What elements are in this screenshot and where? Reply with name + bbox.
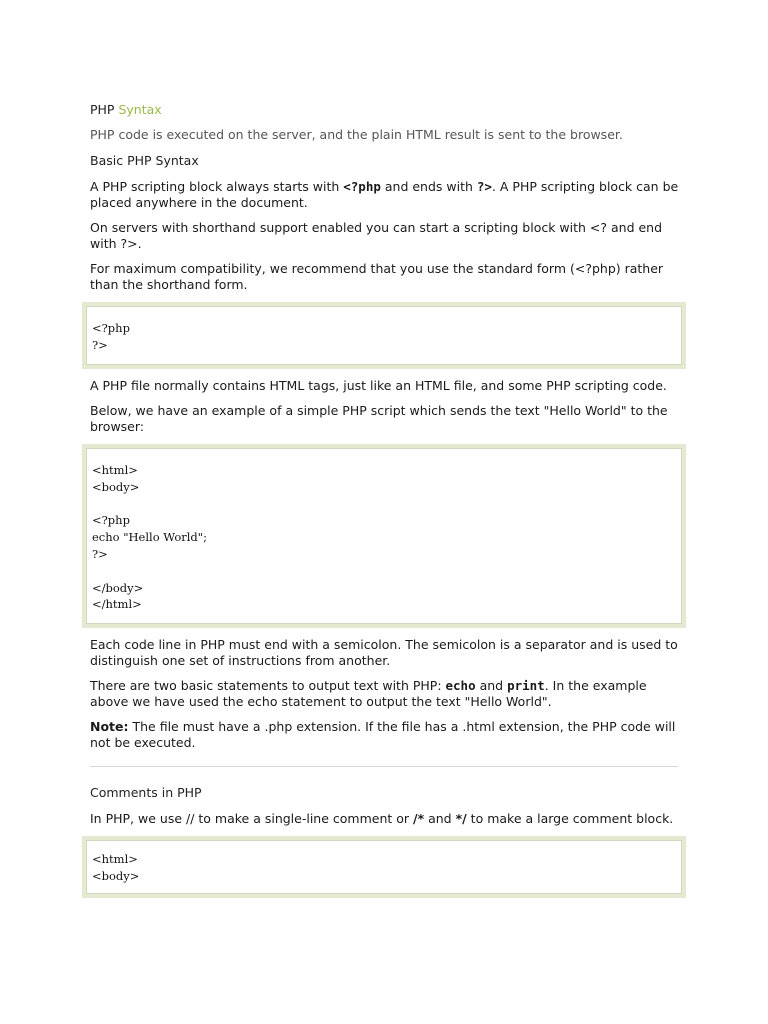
code-example-php-tags — [82, 302, 686, 369]
text-fragment: and ends with — [380, 179, 477, 194]
text-fragment: In PHP, we use // to make a single-line comment or — [90, 811, 414, 826]
section-divider — [90, 766, 678, 767]
paragraph-comments — [90, 811, 680, 827]
text-fragment: There are two basic statements to output text with PHP: — [90, 678, 446, 693]
title-prefix: PHP — [90, 102, 115, 117]
note-text: The file must have a .php extension. If the file has a .html extension, the PHP code will not be executed. — [90, 719, 676, 750]
paragraph-php-file: A PHP file normally contains HTML tags, just like an HTML file, and some PHP scripting code. — [90, 378, 667, 393]
paragraph-example-intro: Below, we have an example of a simple PHP script which sends the text "Hello World" to the browser: — [90, 403, 668, 434]
paragraph-shorthand: On servers with shorthand support enabled you can start a scripting block with <? and end with ?>. — [90, 220, 663, 251]
paragraph-semicolon: Each code line in PHP must end with a semicolon. The semicolon is a separator and is used to distinguish one set of instructions from another. — [90, 637, 678, 668]
code-example-hello-world — [82, 444, 686, 628]
paragraph-note — [90, 719, 680, 751]
php-open-tag: <?php — [343, 179, 381, 194]
text-fragment: and — [475, 678, 508, 693]
comment-open: /* — [413, 811, 425, 826]
text-fragment: to make a large comment block. — [466, 811, 674, 826]
note-label: Note: — [90, 719, 129, 734]
title-accent: Syntax — [118, 102, 162, 117]
text-fragment: A PHP scripting block always starts with — [90, 179, 344, 194]
section-heading-basic-syntax: Basic PHP Syntax — [90, 153, 199, 168]
paragraph-scripting-block — [90, 179, 680, 211]
keyword-echo: echo — [445, 678, 476, 693]
php-close-tag: ?> — [476, 179, 492, 194]
section-heading-comments: Comments in PHP — [90, 785, 202, 800]
code-block: <html> <body> — [86, 840, 682, 894]
page-title — [90, 102, 680, 118]
text-fragment: and — [424, 811, 456, 826]
paragraph-compatibility: For maximum compatibility, we recommend that you use the standard form (<?php) rather than the shorthand form. — [90, 261, 664, 292]
code-block: <?php ?> — [86, 306, 682, 365]
document-content — [90, 102, 680, 907]
text-fragment: . A PHP scripting block can be placed anywhere in the document. — [90, 179, 679, 210]
paragraph-output-statements — [90, 678, 680, 710]
code-example-comments — [82, 836, 686, 898]
code-block: <html> <body> <?php echo "Hello World"; ?> </body> </html> — [86, 448, 682, 624]
text-fragment: . In the example above we have used the echo statement to output the text "Hello World". — [90, 678, 647, 709]
comment-close: */ — [455, 811, 467, 826]
intro-text: PHP code is executed on the server, and the plain HTML result is sent to the browser. — [90, 127, 623, 142]
keyword-print: print — [507, 678, 545, 693]
